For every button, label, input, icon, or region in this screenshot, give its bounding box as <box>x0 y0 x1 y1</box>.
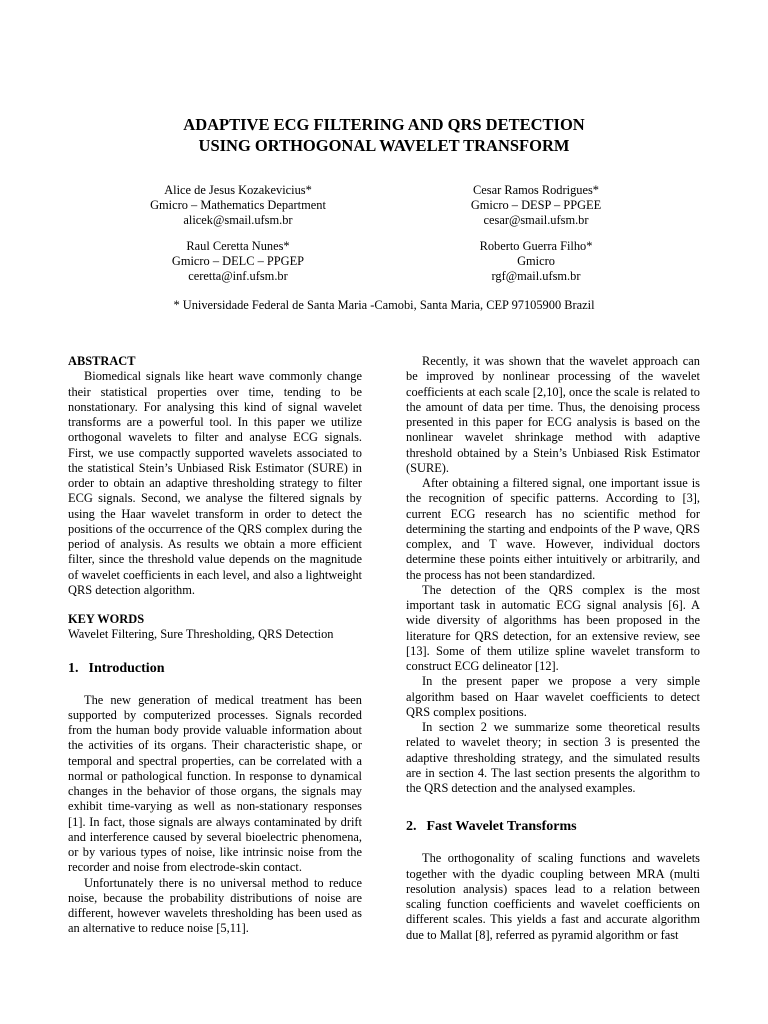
keywords-block <box>68 612 362 643</box>
author-name: Alice de Jesus Kozakevicius* <box>164 183 312 197</box>
paragraph: In section 2 we summarize some theoretical results related to wavelet theory; in section 3 is presented the adaptive thresholding strategy, and the simulated results are in section 4. The last section presents the algorithm to the QRS detection and the analysed examples. <box>406 720 700 795</box>
affiliation: * Universidade Federal de Santa Maria -Camobi, Santa Maria, CEP 97105900 Brazil <box>173 298 595 312</box>
paragraph: The new generation of medical treatment has been supported by computerized processes. Signals recorded from the human body provide valuable information about the activities of its organs. Their characteristic shape, or temporal and spectral properties, can be correlated with a normal or pathological function. In response to dynamical changes in the behavior of those organs, the signals may exhibit time-varying as well as non-stationary responses [1]. In fact, those signals are always contaminated by drift and interference caused by several bioelectric phenomena, or by various types of noise, like intrinsic noise from the recorder and noise from electrode-skin contact. <box>68 692 362 875</box>
author-email: cesar@smail.ufsm.br <box>483 213 589 228</box>
left-column <box>68 354 362 937</box>
author-email: rgf@mail.ufsm.br <box>491 269 581 284</box>
keywords-text: Wavelet Filtering, Sure Thresholding, QRS Detection <box>68 627 334 642</box>
abstract-heading: ABSTRACT <box>68 354 136 368</box>
author-block-4 <box>378 239 694 285</box>
paragraph: The orthogonality of scaling functions and wavelets together with the dyadic coupling between MRA (multi resolution analysis) spaces lead to a relation between scaling function coefficients and wavelet coefficients on different scales. This yields a fast and accurate algorithm due to Mallat [8], referred as pyramid algorithm or fast <box>406 851 700 942</box>
author-department: Gmicro – DELC – PPGEP <box>171 254 305 269</box>
section-title: Fast Wavelet Transforms <box>426 819 577 835</box>
paragraph: Unfortunately there is no universal method to reduce noise, because the probability distributions of noise are different, however wavelets thresholding has been used as an alternative to reduce noise [5,11]. <box>68 875 362 936</box>
section-title: Introduction <box>88 660 165 676</box>
paragraph: After obtaining a filtered signal, one important issue is the recognition of specific patterns. According to [3], current ECG research has no scientific method for determining the starting and endpoints of the P wave, QRS complex, and T wave. However, individual doctors determine these points either intuitively or arbitrarily, and the process has not been standardized. <box>406 476 700 582</box>
section-number: 1. <box>68 660 79 676</box>
paper-title-line-1: ADAPTIVE ECG FILTERING AND QRS DETECTION <box>183 115 585 134</box>
author-block-2 <box>378 183 694 229</box>
section-number: 2. <box>406 819 417 835</box>
section-2-heading <box>406 818 700 835</box>
author-name: Roberto Guerra Filho* <box>479 239 593 253</box>
abstract-text: Biomedical signals like heart wave commonly change their statistical properties over time, tending to be nonstationary. For analysing this kind of signal wavelet transforms are a powerful tool. In this paper we utilize orthogonal wavelets to filter and analyse ECG signals. First, we use compactly supported wavelets associated to the statistical Stein’s Unbiased Risk Estimator (SURE) in order to obtain an adaptive thresholding strategy to filter ECG signals. Second, we analyse the filtered signals by using the Haar wavelet transform in order to detect the positions of the occurrence of the QRS complex during the period of analysis. As results we obtain a more efficient filter, since the threshold value depends on the magnitude of wavelet coefficients in each level, and also a lightweight QRS detection algorithm. <box>68 369 362 597</box>
author-block-1 <box>80 183 396 229</box>
author-email: ceretta@inf.ufsm.br <box>188 269 288 284</box>
paragraph: Recently, it was shown that the wavelet approach can be improved by nonlinear processing of the wavelet coefficients at each scale [2,10], once the scale is related to the amount of data per time. Thus, the denoising process presented in this paper for ECG analysis is based on the nonlinear wavelet shrinkage method with adaptive threshold obtained by a Stein’s Unbiased Risk Estimator (SURE). <box>406 354 700 475</box>
author-name: Cesar Ramos Rodrigues* <box>473 183 599 197</box>
paragraph: The detection of the QRS complex is the most important task in automatic ECG signal analysis [6]. A wide diversity of algorithms has been proposed in the literature for QRS detection, for an extensive review, see [13]. Some of them utilize spline wavelet transform to construct ECG delineator [12]. <box>406 582 700 673</box>
author-email: alicek@smail.ufsm.br <box>183 213 293 228</box>
author-department: Gmicro <box>517 254 555 269</box>
section-1-heading <box>68 660 362 677</box>
author-block-3 <box>80 239 396 285</box>
paper-title-line-2: USING ORTHOGONAL WAVELET TRANSFORM <box>198 136 570 155</box>
paper-title <box>0 114 768 156</box>
keywords-heading: KEY WORDS <box>68 612 145 626</box>
author-department: Gmicro – DESP – PPGEE <box>470 198 602 213</box>
paragraph: In the present paper we propose a very simple algorithm based on Haar wavelet coefficients to detect QRS complex positions. <box>406 674 700 719</box>
right-column <box>406 354 700 943</box>
author-name: Raul Ceretta Nunes* <box>186 239 290 253</box>
author-department: Gmicro – Mathematics Department <box>150 198 326 213</box>
